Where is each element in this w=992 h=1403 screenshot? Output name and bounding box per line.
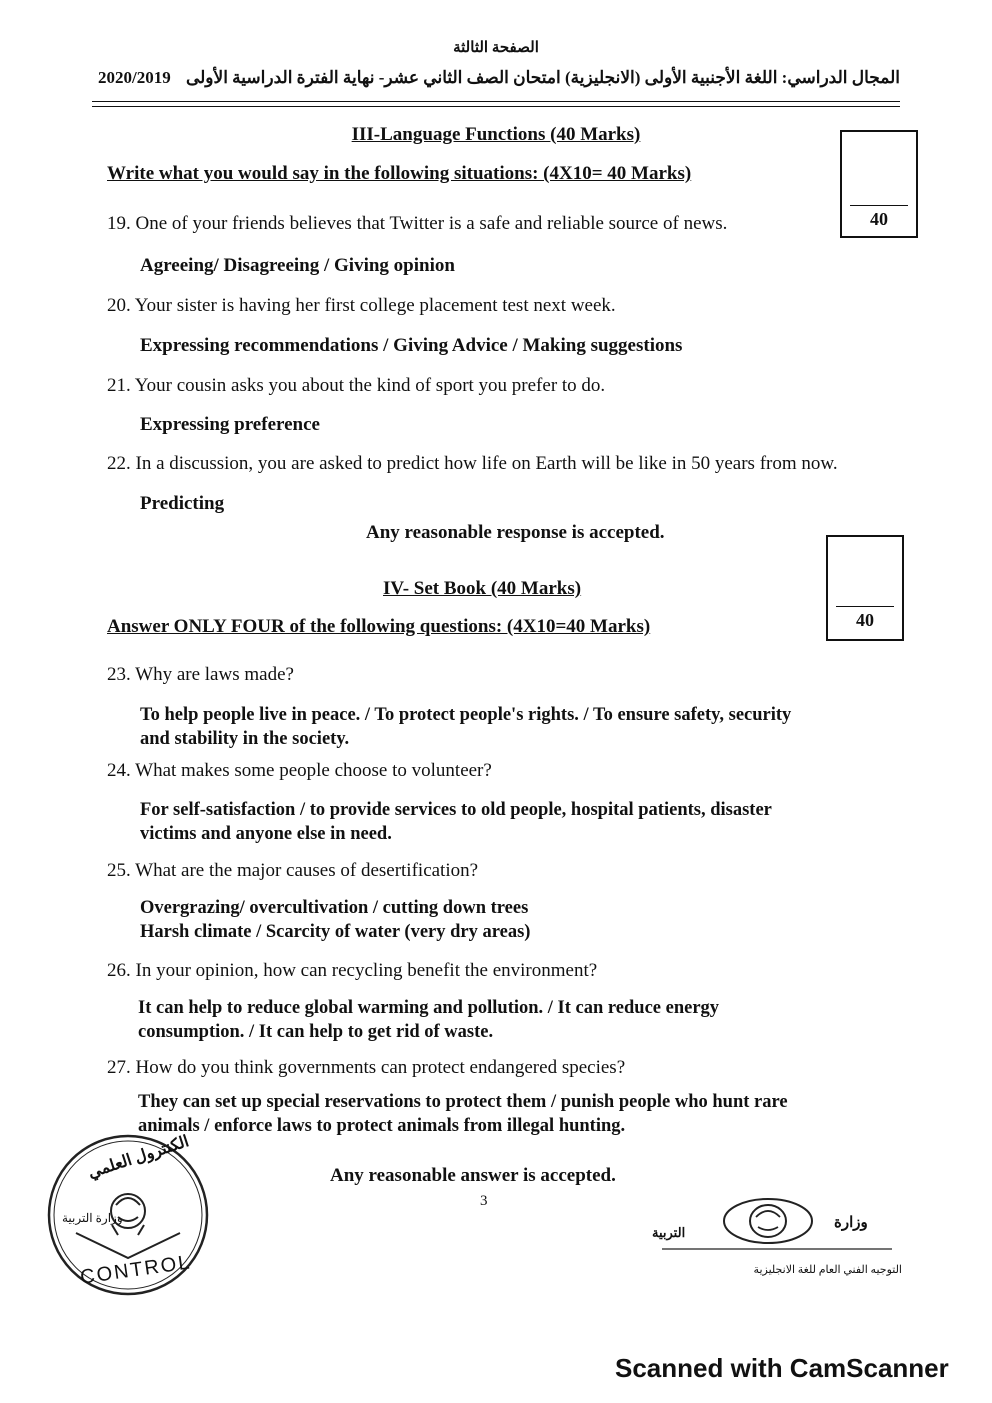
question-26-answer (138, 996, 719, 1044)
ministry-stamp-right-text: وزارة (834, 1215, 868, 1231)
header-rule-bottom (92, 106, 900, 107)
question-25-answer (140, 896, 530, 944)
question-24-answer (140, 798, 772, 846)
question-19: 19. One of your friends believes that Twitter is a safe and reliable source of news. (107, 213, 728, 234)
exam-year: 2020/2019 (98, 68, 171, 87)
question-19-functions: Agreeing/ Disagreeing / Giving opinion (140, 255, 455, 276)
question-27-answer (138, 1090, 788, 1138)
question-23-answer (140, 703, 791, 751)
section3-instruction: Write what you would say in the following situations: (4X10= 40 Marks) (107, 163, 692, 184)
camscanner-footer: Scanned with CamScanner (615, 1353, 949, 1383)
page-number: 3 (480, 1193, 488, 1209)
answer-line: It can help to reduce global warming and pollution. / It can reduce energy (138, 998, 720, 1018)
answer-line: victims and anyone else in need. (140, 824, 392, 844)
section3-note: Any reasonable response is accepted. (366, 522, 665, 543)
question-26: 26. In your opinion, how can recycling benefit the environment? (107, 960, 598, 981)
section4-instruction: Answer ONLY FOUR of the following questions: (4X10=40 Marks) (107, 616, 651, 637)
question-22: 22. In a discussion, you are asked to predict how life on Earth will be like in 50 years from now. (107, 453, 838, 474)
question-20-functions: Expressing recommendations / Giving Advice / Making suggestions (140, 335, 683, 356)
section3-mark: 40 (870, 209, 888, 229)
answer-line: They can set up special reservations to protect them / punish people who hunt rare (138, 1092, 788, 1112)
control-stamp (46, 1133, 210, 1297)
answer-line: consumption. / It can help to get rid of waste. (138, 1022, 494, 1042)
ministry-stamp (652, 1195, 912, 1290)
section3-mark-box (840, 130, 918, 238)
section4-title: IV- Set Book (40 Marks) (383, 578, 582, 599)
answer-line: Overgrazing/ overcultivation / cutting down trees (140, 898, 529, 918)
mark-line (850, 205, 908, 206)
question-24: 24. What makes some people choose to volunteer? (107, 760, 492, 781)
question-21: 21. Your cousin asks you about the kind of sport you prefer to do. (107, 375, 606, 396)
question-25: 25. What are the major causes of desertification? (107, 860, 479, 881)
control-stamp-top-text: الكنترول العلمي (86, 1133, 192, 1182)
answer-line: animals / enforce laws to protect animals from illegal hunting. (138, 1116, 626, 1136)
ministry-stamp-left-text: التربية (652, 1225, 686, 1240)
answer-line: Harsh climate / Scarcity of water (very dry areas) (140, 922, 531, 942)
control-stamp-label: CONTROL (78, 1251, 193, 1289)
subject-header (98, 68, 900, 88)
mark-line (836, 606, 894, 607)
header-rule-top (92, 101, 900, 102)
question-22-functions: Predicting (140, 493, 225, 514)
section4-mark-box (826, 535, 904, 641)
control-stamp-side-text: وزارة التربية (62, 1211, 123, 1225)
answer-line: For self-satisfaction / to provide services to old people, hospital patients, disaster (140, 800, 772, 820)
question-21-functions: Expressing preference (140, 414, 320, 435)
section4-note: Any reasonable answer is accepted. (330, 1165, 616, 1186)
ministry-stamp-bottom-text: التوجيه الفني العام للغة الانجليزية (753, 1264, 902, 1276)
page-label: الصفحة الثالثة (453, 40, 539, 56)
section4-mark: 40 (856, 610, 874, 630)
section3-title: III-Language Functions (40 Marks) (351, 124, 641, 145)
question-23: 23. Why are laws made? (107, 664, 294, 685)
question-20: 20. Your sister is having her first college placement test next week. (107, 295, 616, 316)
answer-line: To help people live in peace. / To protect people's rights. / To ensure safety, security (140, 705, 792, 725)
answer-line: and stability in the society. (140, 729, 350, 749)
question-27: 27. How do you think governments can protect endangered species? (107, 1057, 626, 1078)
subject-line: المجال الدراسي: اللغة الأجنبية الأولى (الانجليزية) امتحان الصف الثاني عشر- نهاية الفترة الدراسية الأولى (185, 68, 900, 87)
